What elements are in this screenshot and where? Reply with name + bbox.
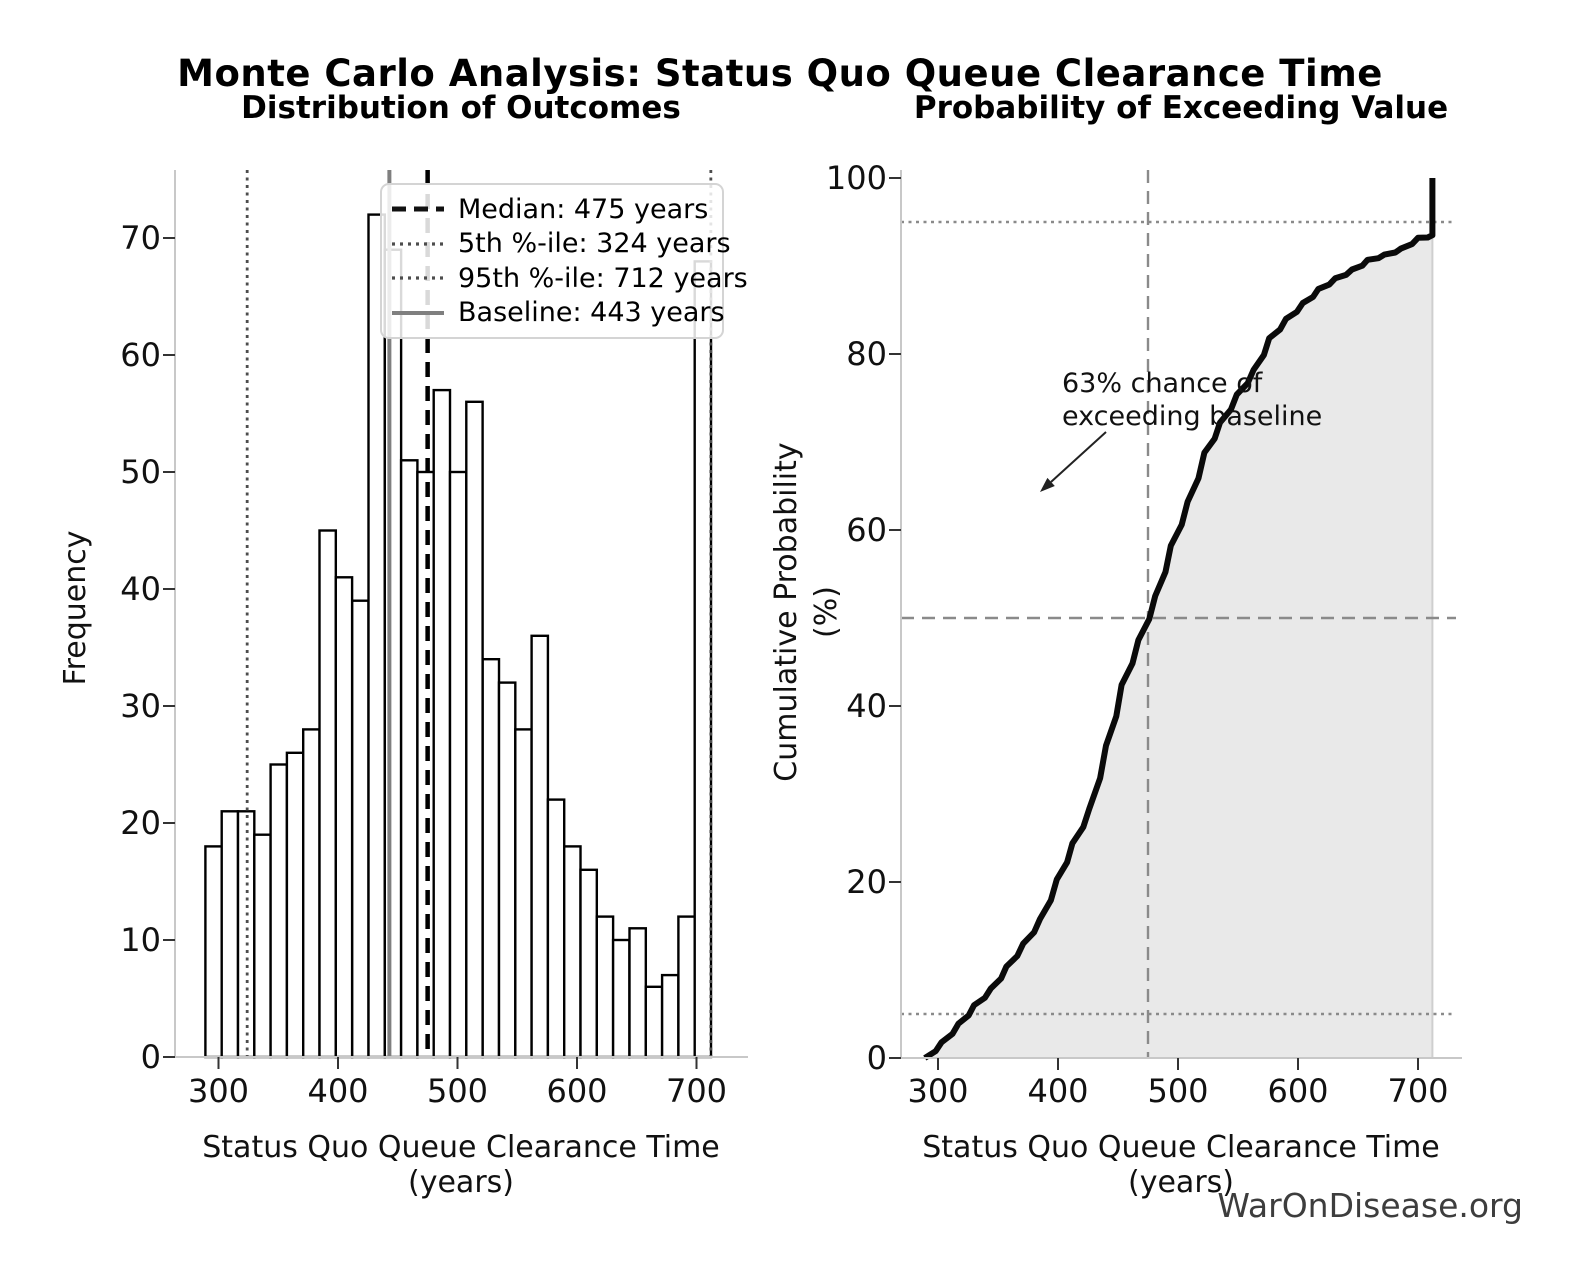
cdf-yaxis-label: Cumulative Probability (%) (769, 442, 844, 782)
histogram-bar (581, 870, 597, 1057)
histogram-bar (254, 835, 270, 1057)
legend-item (392, 296, 725, 331)
legend-box (380, 183, 748, 339)
histogram-title: Distribution of Outcomes (241, 90, 681, 126)
y-tick-label: 70 (120, 219, 161, 257)
cdf-title: Probability of Exceeding Value (913, 90, 1449, 126)
legend-key-line-icon (392, 204, 444, 214)
x-tick-label: 300 (907, 1072, 969, 1110)
x-tick-label: 600 (1267, 1072, 1329, 1110)
histogram-bar (369, 215, 385, 1057)
figure-title: Monte Carlo Analysis: Status Quo Queue Clearance Time (177, 52, 1383, 95)
histogram-bar (401, 460, 417, 1057)
histogram-bar (271, 765, 287, 1058)
histogram-bar (205, 846, 221, 1057)
y-tick-label: 0 (866, 1039, 887, 1077)
histogram-bar (597, 917, 613, 1057)
histogram-bar (303, 729, 319, 1057)
y-tick-label: 40 (846, 687, 887, 725)
histogram-bar (434, 390, 450, 1057)
y-tick-label: 50 (120, 453, 161, 491)
x-tick-label: 700 (1387, 1072, 1449, 1110)
legend-item-label: Baseline: 443 years (458, 297, 725, 329)
x-tick-label: 400 (1027, 1072, 1089, 1110)
cdf-shaded-area (925, 235, 1433, 1058)
y-tick-label: 100 (825, 159, 887, 197)
histogram-bar (466, 402, 482, 1057)
histogram-bar (532, 636, 548, 1057)
legend-item (392, 261, 748, 296)
histogram-bar (352, 601, 368, 1057)
annotation-text-line2: exceeding baseline (1062, 401, 1323, 432)
histogram-bar (630, 928, 646, 1057)
y-tick-label: 0 (140, 1038, 161, 1076)
histogram-bar (548, 800, 564, 1057)
y-tick-label: 60 (846, 511, 887, 549)
histogram-bar (695, 261, 711, 1057)
x-tick-label: 400 (307, 1072, 369, 1110)
histogram-bar (613, 940, 629, 1057)
legend-item (392, 227, 731, 262)
y-tick-label: 20 (846, 863, 887, 901)
histogram-bar (646, 987, 662, 1057)
x-tick-label: 600 (546, 1072, 608, 1110)
histogram-bar (483, 659, 499, 1057)
y-tick-label: 80 (846, 335, 887, 373)
histogram-yaxis-label: Frequency (58, 530, 93, 686)
legend-key-line-icon (392, 308, 444, 318)
y-tick-label: 10 (120, 921, 161, 959)
histogram-bar (662, 975, 678, 1057)
x-tick-label: 300 (187, 1072, 250, 1110)
legend-item-label: 95th %-ile: 712 years (458, 262, 748, 294)
legend-key-line-icon (392, 273, 444, 283)
legend-item (392, 192, 712, 227)
x-tick-label: 500 (426, 1072, 489, 1110)
histogram-bar (320, 531, 336, 1058)
cdf-xaxis-label: Status Quo Queue Clearance Time (years) (922, 1130, 1440, 1200)
watermark-text: WarOnDisease.org (1217, 1186, 1523, 1225)
x-tick-label: 700 (665, 1072, 728, 1110)
histogram-bar (287, 753, 303, 1057)
histogram-bar (450, 472, 466, 1057)
histogram-bar (564, 846, 580, 1057)
legend-item-label: Median: 475 years (458, 193, 709, 225)
legend-item-label: 5th %-ile: 324 years (458, 228, 731, 260)
annotation-text-line1: 63% chance of (1062, 368, 1263, 399)
histogram-bar (336, 577, 352, 1057)
cdf-plot (889, 170, 1462, 1070)
y-tick-label: 20 (120, 804, 161, 842)
y-tick-label: 60 (120, 336, 161, 374)
histogram-bar (515, 729, 531, 1057)
legend-key-line-icon (392, 239, 444, 249)
y-tick-label: 40 (120, 570, 161, 608)
annotation-arrow-line (1051, 432, 1106, 482)
histogram-bar (385, 250, 401, 1057)
histogram-bar (222, 811, 238, 1057)
histogram-bar (499, 683, 515, 1057)
histogram-xaxis-label: Status Quo Queue Clearance Time (years) (202, 1130, 720, 1200)
y-tick-label: 30 (120, 687, 161, 725)
x-tick-label: 500 (1147, 1072, 1209, 1110)
histogram-bar (678, 917, 694, 1057)
